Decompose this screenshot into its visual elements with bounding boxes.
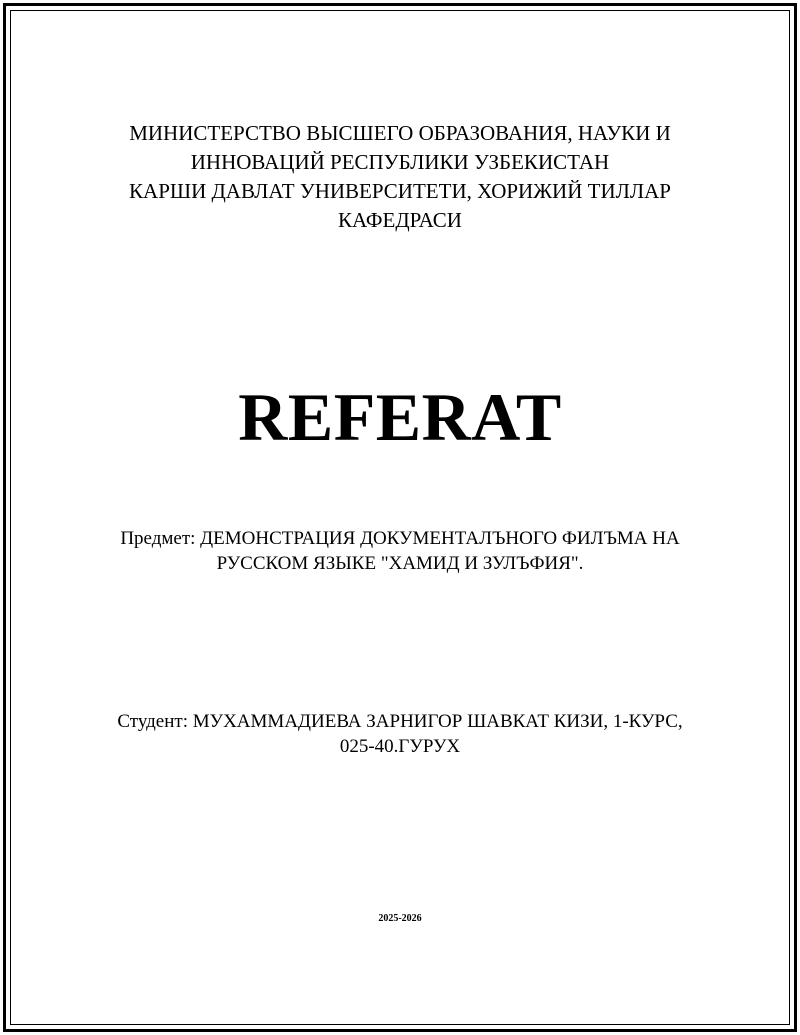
student-line: Студент: МУХАММАДИЕВА ЗАРНИГОР ШАВКАТ КИЗИ, 1-КУРС, <box>117 711 683 732</box>
subject-line: РУССКОМ ЯЗЫКЕ "ХАМИД И ЗУЛЪФИЯ". <box>216 553 584 574</box>
institution-header <box>60 119 740 235</box>
subject-block <box>60 526 740 576</box>
header-line: МИНИСТЕРСТВО ВЫСШЕГО ОБРАЗОВАНИЯ, НАУКИ И <box>129 121 671 145</box>
student-line: 025-40.ГУРУХ <box>339 736 461 757</box>
document-title: REFERAT <box>238 379 562 455</box>
header-line: ИННОВАЦИЙ РЕСПУБЛИКИ УЗБЕКИСТАН <box>190 150 610 174</box>
academic-year: 2025-2026 <box>378 913 422 924</box>
header-line: КАФЕДРАСИ <box>338 208 462 232</box>
header-line: КАРШИ ДАВЛАТ УНИВЕРСИТЕТИ, ХОРИЖИЙ ТИЛЛАР <box>129 179 671 203</box>
subject-line: Предмет: ДЕМОНСТРАЦИЯ ДОКУМЕНТАЛЪНОГО ФИЛЪМА НА <box>120 528 680 549</box>
student-block <box>60 709 740 759</box>
